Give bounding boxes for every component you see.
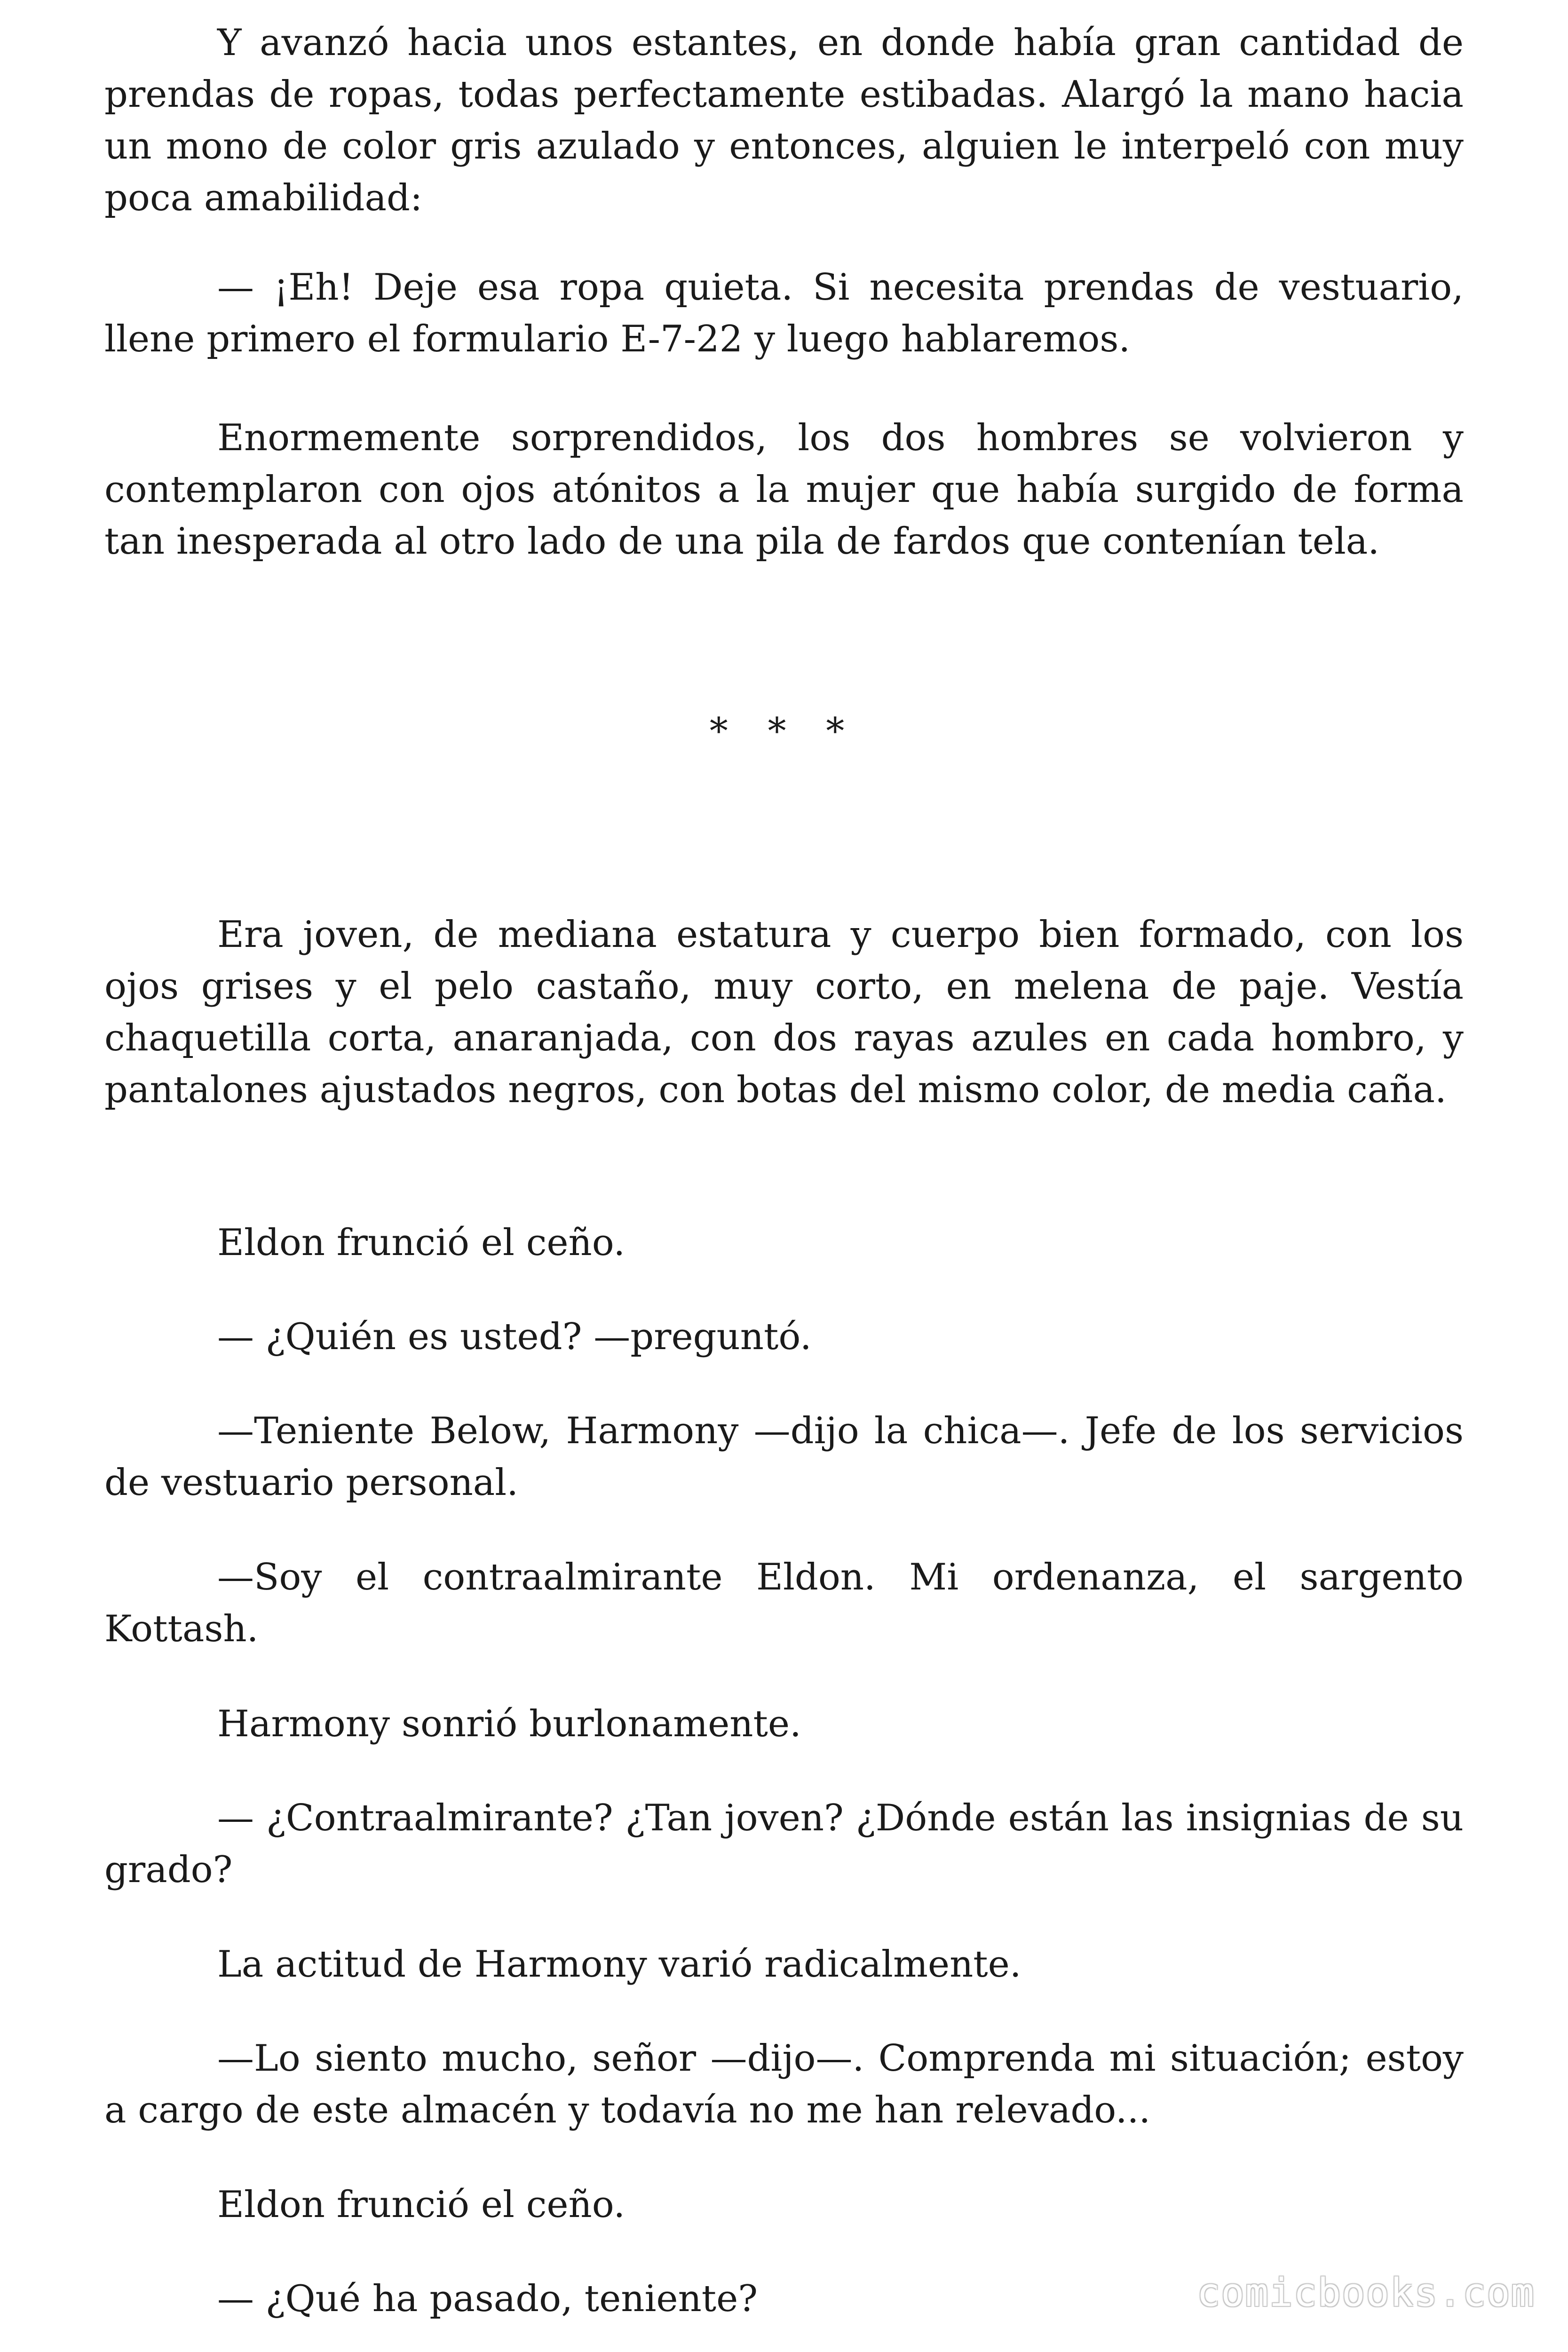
paragraph-7: —Teniente Below, Harmony —dijo la chica—. Jefe de los servicios de vestuario personal.: [104, 1410, 1464, 1504]
paragraph-12: —Lo siento mucho, señor —dijo—. Comprenda mi situación; estoy a cargo de este almacén y todavía no me han relevado...: [104, 2037, 1464, 2131]
paragraph-8: —Soy el contraalmirante Eldon. Mi ordenanza, el sargento Kottash.: [104, 1556, 1464, 1650]
paragraph-4: Era joven, de mediana estatura y cuerpo bien formado, con los ojos grises y el pelo castaño, muy corto, en melena de paje. Vestía chaquetilla corta, anaranjada, con dos rayas azules en cada hombro, y pantalones ajustados negros, con botas del mismo color, de media caña.: [104, 914, 1464, 1111]
paragraph-1: Y avanzó hacia unos estantes, en donde había gran cantidad de prendas de ropas, todas perfectamente estibadas. Alargó la mano hacia un mono de color gris azulado y entonces, alguien le interpeló con muy poca amabilidad:: [104, 22, 1464, 219]
paragraph-14: — ¿Qué ha pasado, teniente?: [217, 2278, 758, 2320]
watermark: comicbooks.com: [1196, 2271, 1535, 2315]
paragraph-11: La actitud de Harmony varió radicalmente.: [217, 1943, 1022, 1986]
paragraph-5: Eldon frunció el ceño.: [217, 1222, 626, 1264]
paragraph-3: Enormemente sorprendidos, los dos hombres se volvieron y contemplaron con ojos atónitos a la mujer que había surgido de forma tan inesperada al otro lado de una pila de fardos que contenían tela.: [104, 417, 1464, 563]
paragraph-13: Eldon frunció el ceño.: [217, 2184, 626, 2226]
paragraph-10: — ¿Contraalmirante? ¿Tan joven? ¿Dónde están las insignias de su grado?: [104, 1797, 1464, 1891]
paragraph-2: — ¡Eh! Deje esa ropa quieta. Si necesita prendas de vestuario, llene primero el formulario E-7-22 y luego hablaremos.: [104, 266, 1464, 360]
section-separator: * * *: [709, 710, 859, 753]
paragraph-9: Harmony sonrió burlonamente.: [217, 1703, 801, 1745]
paragraph-6: — ¿Quién es usted? —preguntó.: [217, 1316, 812, 1358]
